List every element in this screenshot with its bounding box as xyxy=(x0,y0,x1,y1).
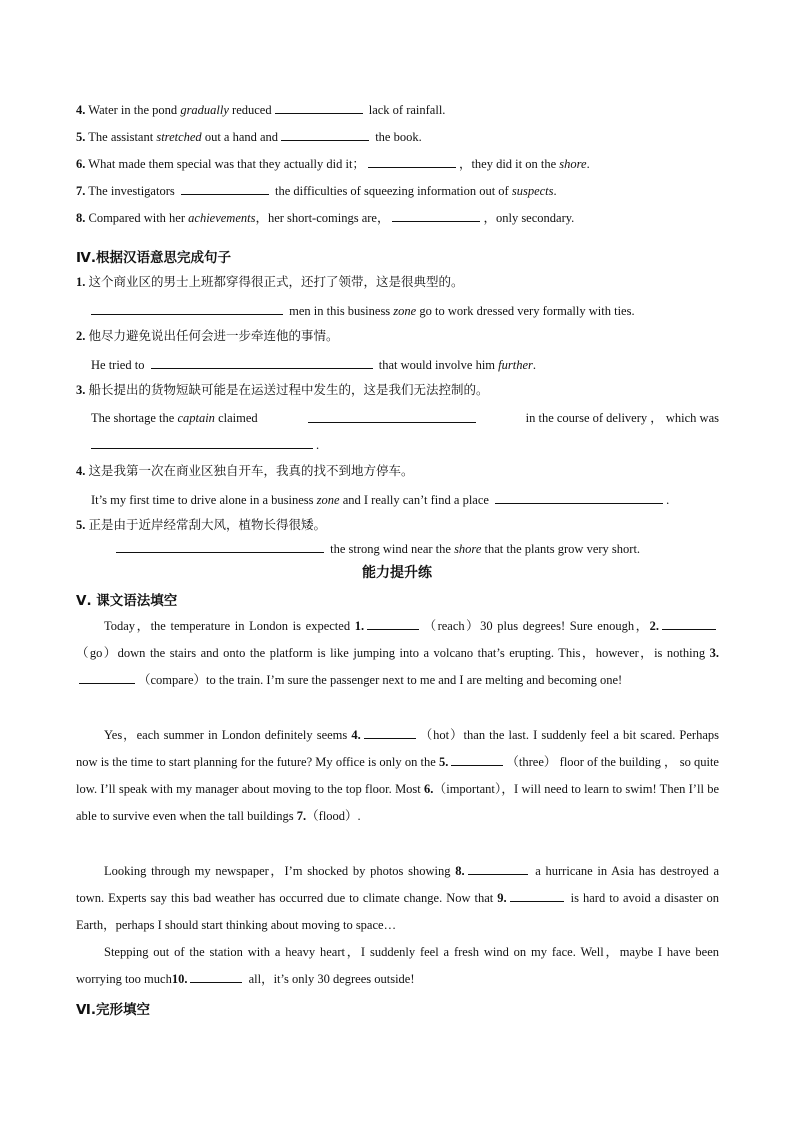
translation-item-3-en-cont: . xyxy=(91,436,319,453)
exercise-item-5: 5. The assistant stretched out a hand and the book. xyxy=(76,130,422,144)
answer-blank[interactable] xyxy=(151,356,373,369)
exercise-item-8: 8. Compared with her achievements，her short-comings are， ，only secondary. xyxy=(76,211,575,225)
passage-paragraph-4: Stepping out of the station with a heavy heart，I suddenly feel a fresh wind on my face. Well，maybe I have been worrying too much10. all，it’s only 30 degrees outside! xyxy=(76,945,719,986)
passage-paragraph-3: Looking through my newspaper，I’m shocked by photos showing 8. a hurricane in Asia has destroyed a town. Experts say this bad weather has occurred due to climate change. Now that 9. is hard to avoid a disaster on Earth，perhaps I should start thinking about moving to space… xyxy=(76,864,719,932)
translation-item-4-zh: 4. 这是我第一次在商业区独自开车，我真的找不到地方停车。 xyxy=(76,463,414,478)
translation-item-5-zh: 5. 正是由于近岸经常刮大风，植物长得很矮。 xyxy=(76,517,327,532)
answer-blank[interactable] xyxy=(91,302,283,315)
answer-blank[interactable] xyxy=(495,491,663,504)
answer-blank[interactable] xyxy=(275,101,363,114)
answer-blank[interactable] xyxy=(116,540,324,553)
translation-item-1-en: men in this business zone go to work dressed very formally with ties. xyxy=(91,302,635,319)
passage-paragraph-2: Yes，each summer in London definitely seems 4. （hot）than the last. I suddenly feel a bit scared. Perhaps now is the time to start planning for the future? My office is only on the 5. （three） floor of the building ， so quite low. I’ll speak with my manager about moving to the top floor. Most 6.（important），I will need to learn to swim! Then I’ll be able to survive even when the tall buildings 7.（flood）. xyxy=(76,728,719,823)
answer-blank[interactable] xyxy=(367,617,419,630)
translation-item-2-en: He tried to that would involve him further. xyxy=(91,358,537,372)
translation-item-1-zh: 1. 这个商业区的男士上班都穿得很正式，还打了领带，这是很典型的。 xyxy=(76,274,464,289)
answer-blank[interactable] xyxy=(662,617,716,630)
translation-item-3-zh: 3. 船长提出的货物短缺可能是在运送过程中发生的，这是我们无法控制的。 xyxy=(76,382,489,397)
answer-blank[interactable] xyxy=(79,671,135,684)
section-6-heading: Ⅵ.完形填空 xyxy=(76,1002,150,1018)
answer-blank[interactable] xyxy=(281,128,369,141)
translation-item-4-en: It’s my first time to drive alone in a business zone and I really can’t find a place . xyxy=(91,493,670,507)
answer-blank[interactable] xyxy=(91,436,313,449)
answer-blank[interactable] xyxy=(468,862,528,875)
exercise-item-6: 6. What made them special was that they actually did it； ，they did it on the shore. xyxy=(76,157,590,171)
ability-section-title: 能力提升练 xyxy=(362,565,432,581)
answer-blank[interactable] xyxy=(368,155,456,168)
passage-paragraph-1: Today，the temperature in London is expected 1. （reach）30 plus degrees! Sure enough，2.（go）down the stairs and onto the platform is like jumping into a volcano that’s erupting. This，however，is nothing 3.（compare）to the train. I’m sure the passenger next to me and I are melting and becoming one! xyxy=(76,619,719,687)
section-4-heading: Ⅳ.根据汉语意思完成句子 xyxy=(76,250,231,266)
translation-item-5-en: the strong wind near the shore that the plants grow very short. xyxy=(116,540,640,557)
translation-item-2-zh: 2. 他尽力避免说出任何会进一步牵连他的事情。 xyxy=(76,328,339,343)
answer-blank[interactable] xyxy=(190,970,242,983)
exercise-item-7: 7. The investigators the difficulties of squeezing information out of suspects. xyxy=(76,184,557,198)
exercise-item-4: 4. Water in the pond gradually reduced lack of rainfall. xyxy=(76,103,446,117)
answer-blank[interactable] xyxy=(364,726,416,739)
translation-item-3-en: The shortage the captain claimed in the course of delivery ， which was xyxy=(91,411,719,425)
answer-blank[interactable] xyxy=(181,182,269,195)
answer-blank[interactable] xyxy=(510,889,564,902)
answer-blank[interactable] xyxy=(308,410,476,423)
section-5-heading: Ⅴ. 课文语法填空 xyxy=(76,593,178,609)
answer-blank[interactable] xyxy=(392,209,480,222)
answer-blank[interactable] xyxy=(451,753,503,766)
